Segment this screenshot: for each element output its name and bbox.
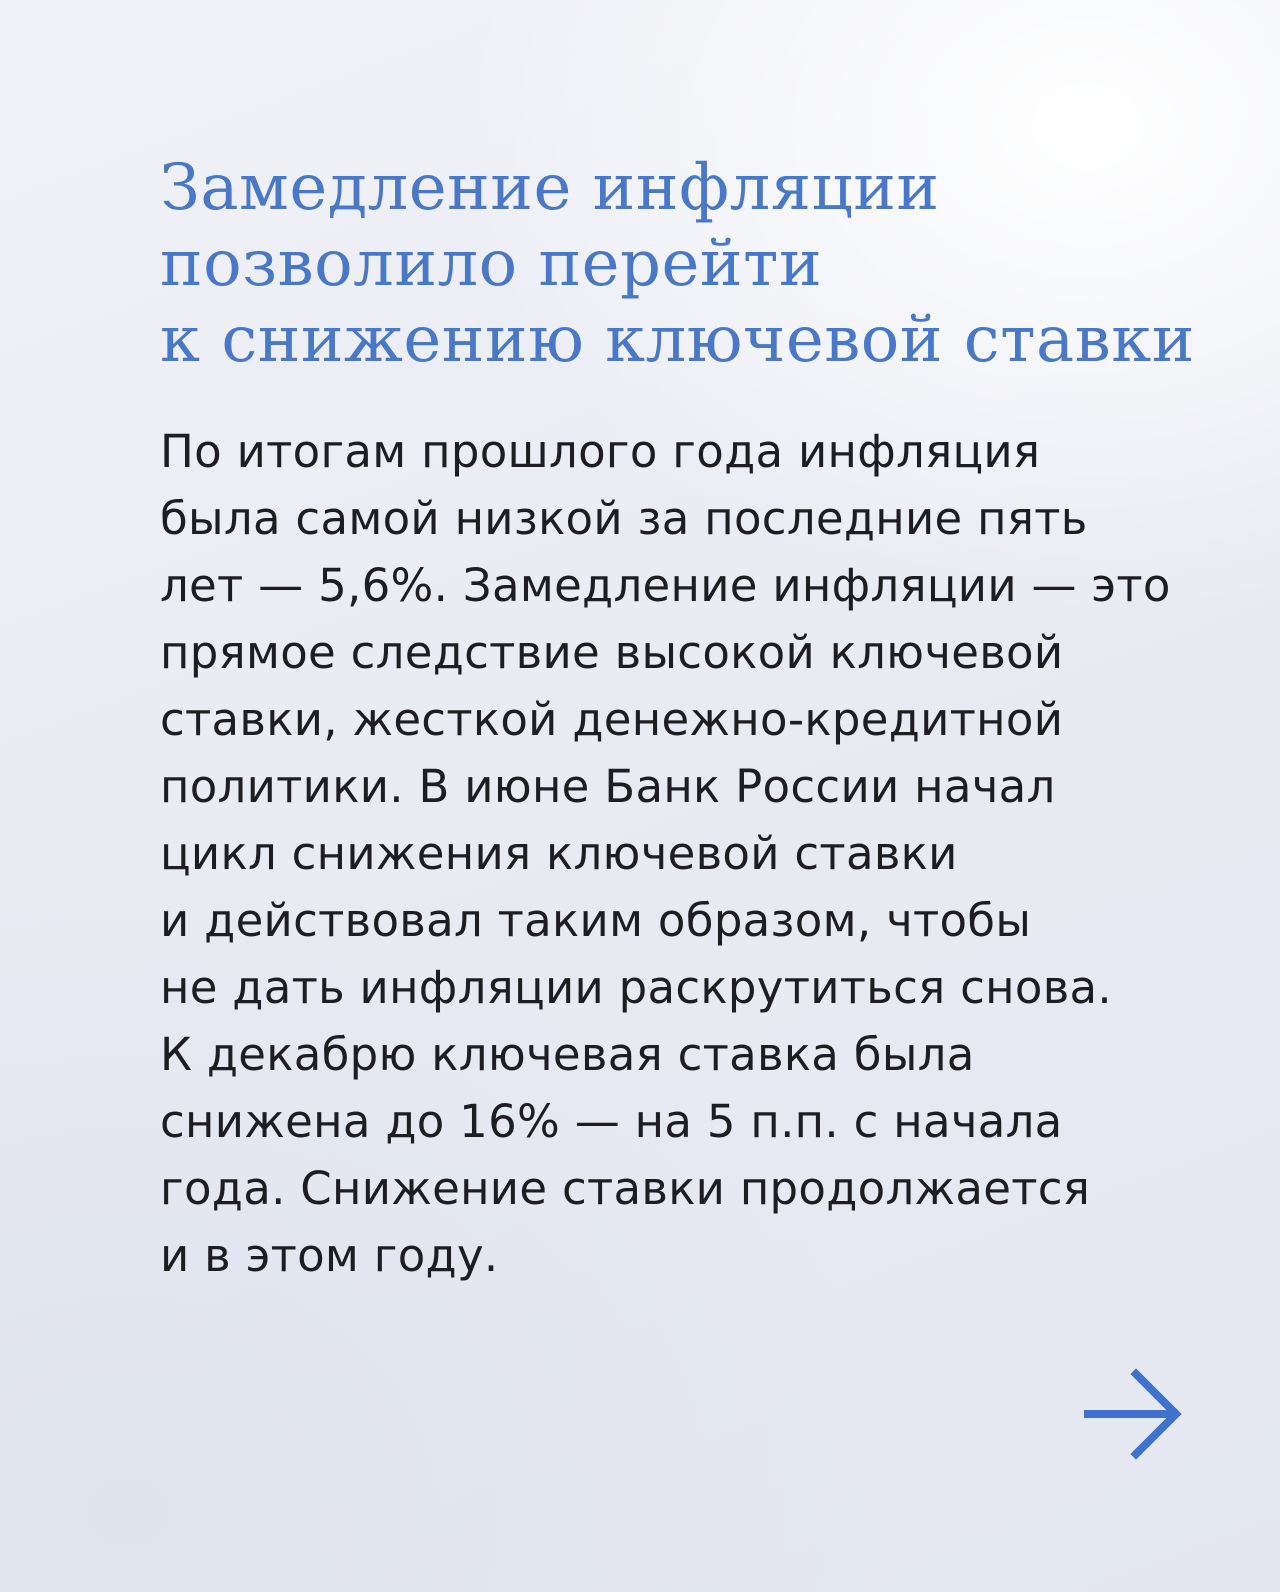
body-line: ставки, жесткой денежно-кредитной — [160, 693, 1064, 746]
title-line: к снижению ключевой ставки — [160, 303, 1195, 377]
title-line: Замедление инфляции — [160, 151, 940, 225]
body-line: года. Снижение ставки продолжается — [160, 1162, 1091, 1215]
title-line: позволило перейти — [160, 227, 823, 301]
body-line: не дать инфляции раскрутиться снова. — [160, 961, 1112, 1014]
body-line: цикл снижения ключевой ставки — [160, 827, 958, 880]
body-paragraph — [160, 418, 1220, 1289]
body-line: лет — 5,6%. Замедление инфляции — это — [160, 559, 1171, 612]
body-line: и действовал таким образом, чтобы — [160, 894, 1032, 947]
body-line: прямое следствие высокой ключевой — [160, 626, 1064, 679]
body-line: К декабрю ключевая ставка была — [160, 1028, 975, 1081]
body-line: снижена до 16% — на 5 п.п. с начала — [160, 1095, 1063, 1148]
body-line: По итогам прошлого года инфляция — [160, 425, 1041, 478]
body-line: была самой низкой за последние пять — [160, 492, 1088, 545]
body-line: и в этом году. — [160, 1229, 499, 1282]
arrow-right-icon — [1082, 1366, 1186, 1462]
slide-title — [160, 150, 1220, 378]
body-line: политики. В июне Банк России начал — [160, 760, 1056, 813]
next-slide-button[interactable] — [1082, 1366, 1186, 1462]
